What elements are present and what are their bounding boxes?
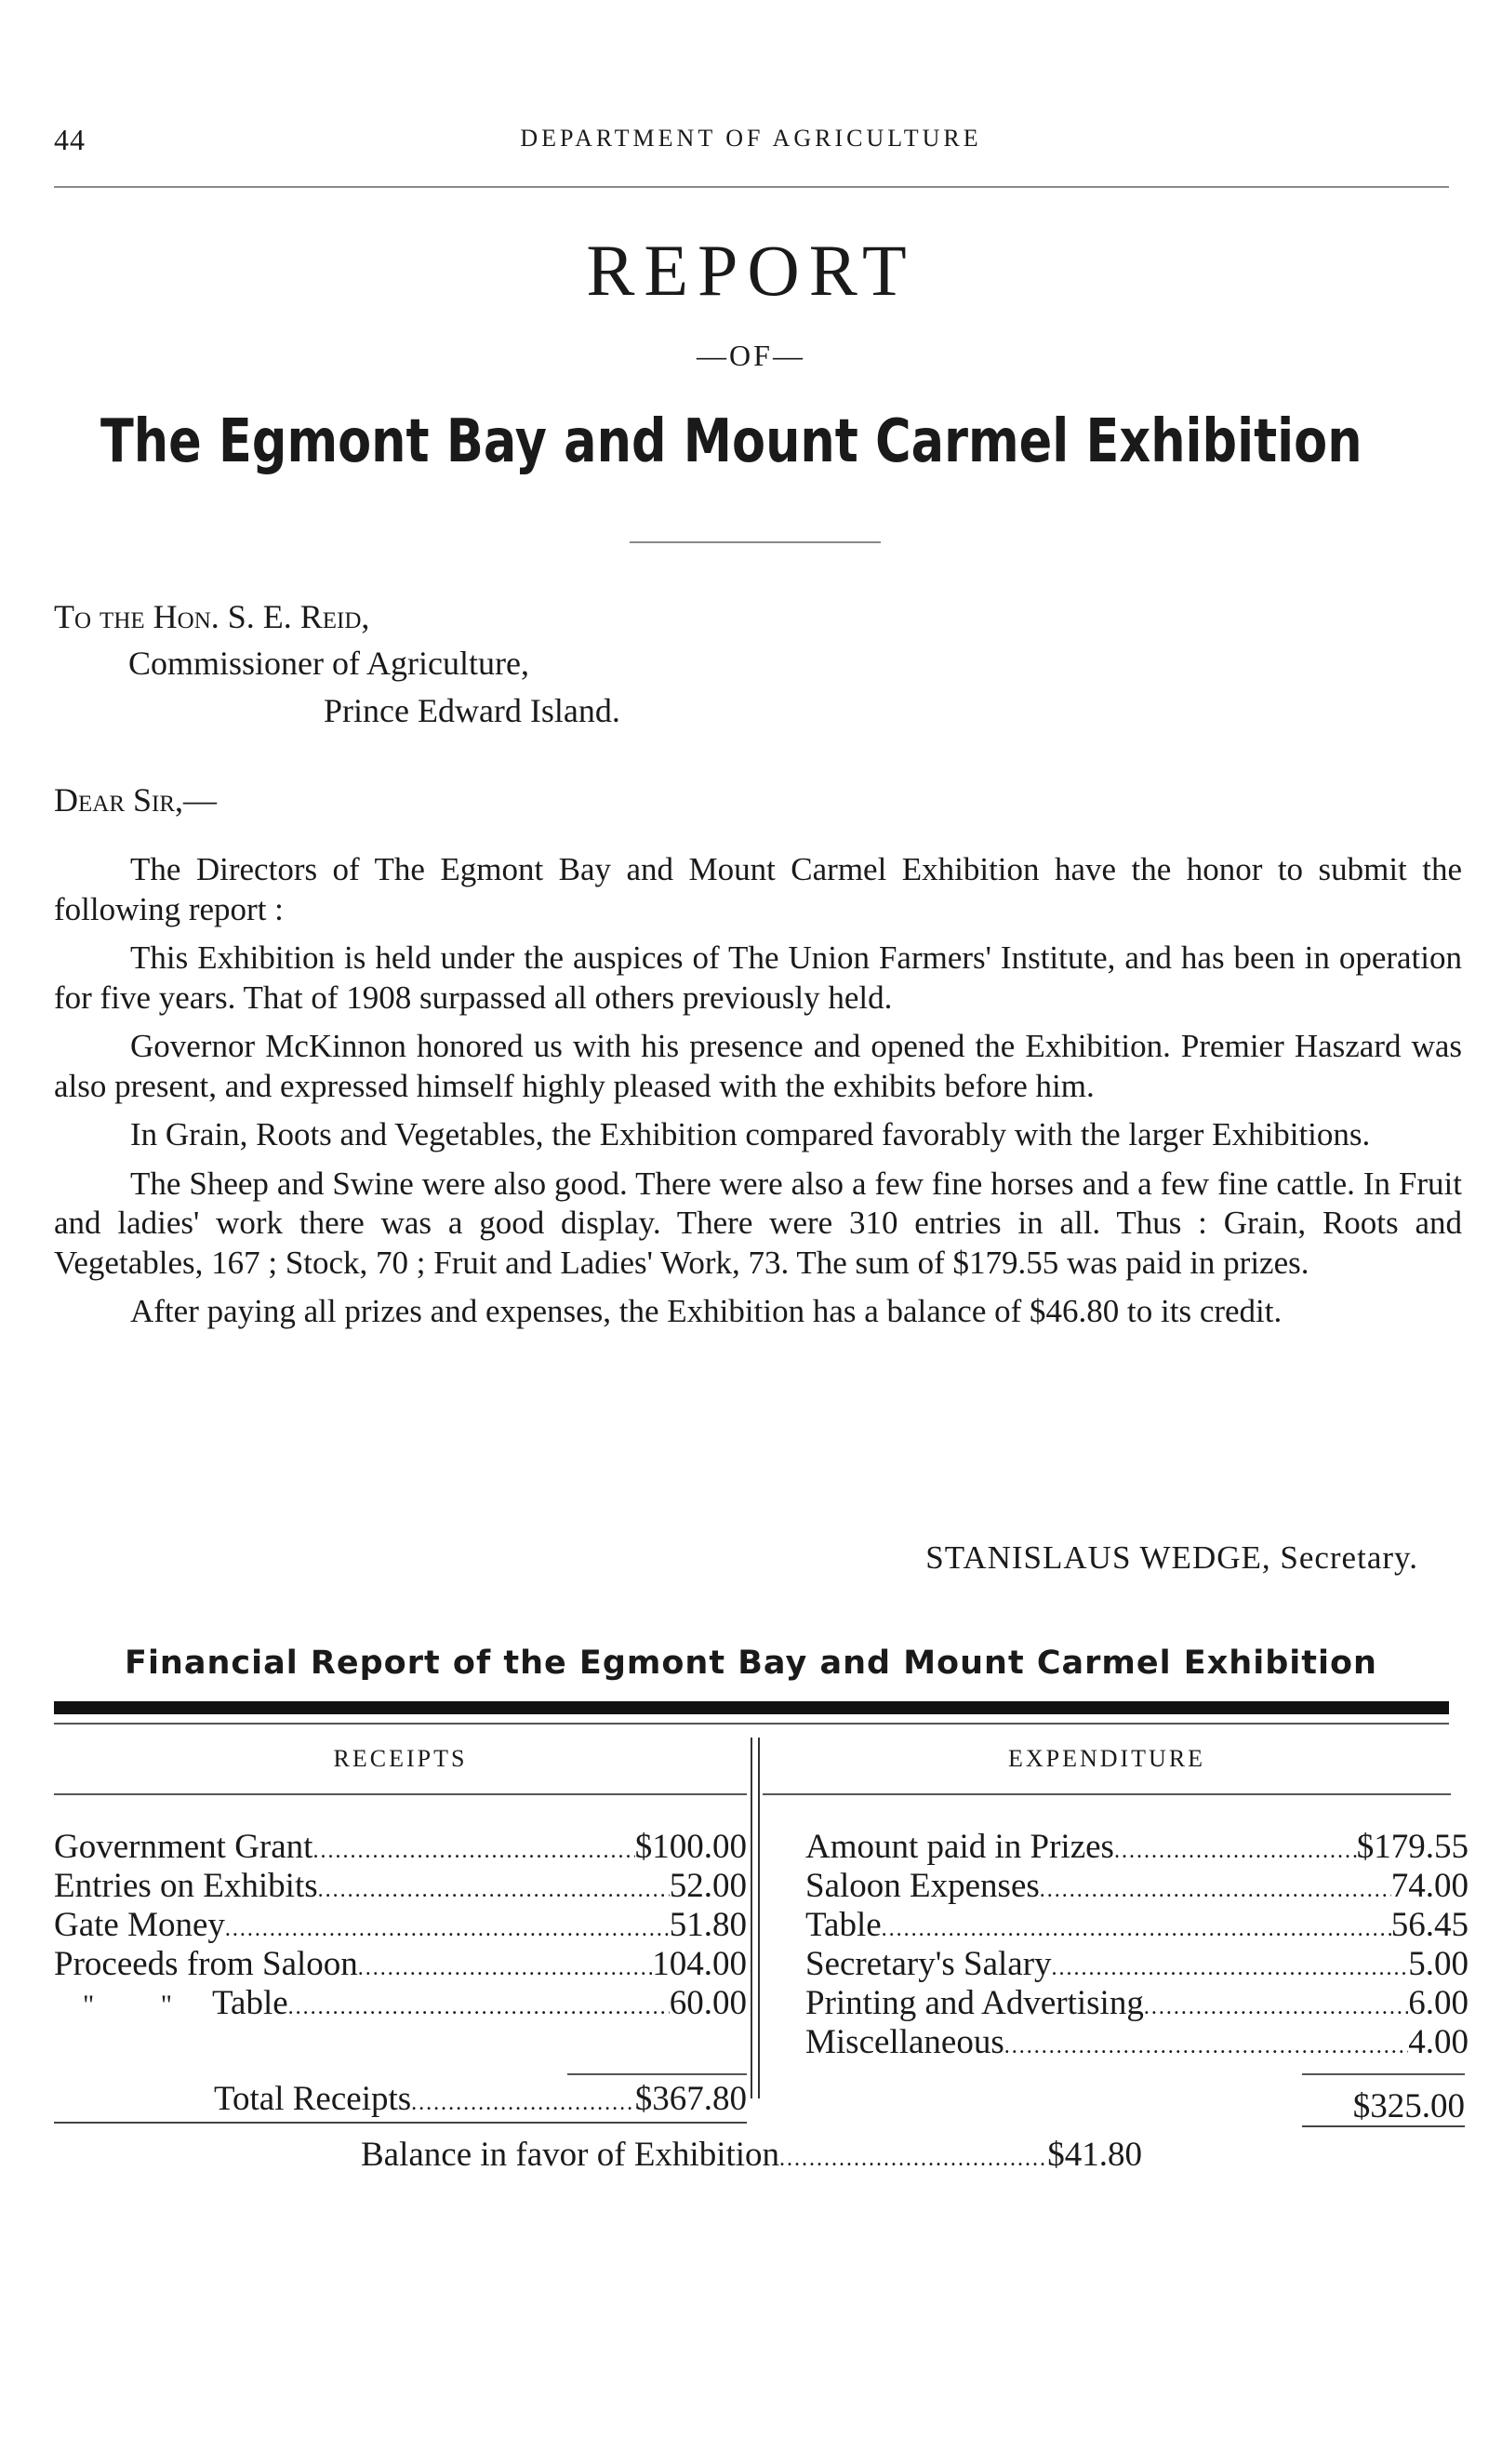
receipt-row — [54, 1830, 747, 1864]
receipt-row — [54, 1869, 747, 1903]
total-receipts-row — [214, 2082, 747, 2116]
expenditure-row — [805, 1908, 1469, 1942]
expenditure-label: Saloon Expenses — [805, 1867, 1040, 1905]
expenditure-amount: 5.00 — [1408, 1945, 1469, 1983]
heavy-rule — [54, 1701, 1449, 1714]
running-header: DEPARTMENT OF AGRICULTURE — [520, 125, 982, 152]
of-line: —OF— — [697, 339, 805, 372]
paragraph: The Directors of The Egmont Bay and Mount Carmel Exhibition have the honor to submit the following report : — [54, 851, 1462, 927]
expenditure-row — [805, 1830, 1469, 1864]
expenditure-amount: 6.00 — [1408, 1984, 1469, 2022]
paragraph: In Grain, Roots and Vegetables, the Exhibition compared favorably with the larger Exhibitions. — [130, 1116, 1371, 1152]
column-divider — [758, 1738, 760, 2098]
expenditure-label: Amount paid in Prizes — [805, 1828, 1114, 1866]
receipt-row — [54, 1908, 747, 1942]
receipt-row — [54, 1947, 747, 1981]
expenditure-heading: EXPENDITURE — [1007, 1745, 1206, 1772]
receipts-heading: RECEIPTS — [333, 1745, 468, 1772]
paragraph: This Exhibition is held under the auspices of The Union Farmers' Institute, and has been in operation for five years. That of 1908 surpassed all others previously held. — [54, 939, 1462, 1016]
table-top-rule — [54, 1723, 1449, 1725]
address-line-3: Prince Edward Island. — [324, 692, 620, 729]
leader-dots — [358, 1957, 652, 1979]
paragraph: After paying all prizes and expenses, the Exhibition has a balance of $46.80 to its credit. — [130, 1293, 1283, 1329]
sum-rule — [1302, 2073, 1465, 2075]
leader-dots — [411, 2092, 635, 2114]
expenditure-label: Miscellaneous — [805, 2023, 1004, 2061]
receipt-label: Proceeds from Saloon — [54, 1945, 358, 1983]
total-receipts-label: Total Receipts — [214, 2080, 412, 2118]
report-body — [54, 850, 1462, 1341]
address-line-2: Commissioner of Agriculture, — [128, 645, 529, 682]
expenditure-label: Printing and Advertising — [805, 1984, 1144, 2022]
expenditure-row — [805, 1986, 1469, 2020]
salutation: Dear Sir,— — [54, 781, 218, 819]
expenditure-row — [805, 2025, 1469, 2059]
total-rule — [1302, 2125, 1465, 2127]
leader-dots — [1144, 1996, 1408, 2018]
header-rule — [54, 186, 1449, 188]
exhibition-title: The Egmont Bay and Mount Carmel Exhibition — [100, 407, 1362, 476]
heading-rule — [763, 1793, 1451, 1795]
title-rule — [630, 541, 881, 543]
leader-dots — [1114, 1840, 1357, 1862]
paragraph: Governor McKinnon honored us with his presence and opened the Exhibition. Premier Haszard was also present, and expressed himself highly pleased with the exhibits before him. — [54, 1028, 1462, 1104]
ditto-marks: " " — [83, 1990, 202, 2020]
receipt-amount: 104.00 — [652, 1945, 747, 1983]
receipt-label: Entries on Exhibits — [54, 1867, 318, 1905]
leader-dots — [312, 1840, 634, 1862]
receipt-amount: 51.80 — [669, 1906, 747, 1944]
ditto-label — [54, 1986, 288, 2020]
receipt-label: Government Grant — [54, 1828, 313, 1866]
balance-amount: $41.80 — [1047, 2136, 1142, 2174]
receipt-amount: $100.00 — [634, 1828, 747, 1866]
balance-row — [361, 2138, 1142, 2172]
expenditure-amount: 56.45 — [1390, 1906, 1469, 1944]
signature: STANISLAUS WEDGE, Secretary. — [925, 1539, 1418, 1576]
receipt-amount: 60.00 — [669, 1984, 747, 2022]
page-number: 44 — [54, 123, 86, 156]
leader-dots — [882, 1918, 1391, 1940]
receipt-label: Table — [212, 1984, 288, 2022]
heading-rule — [54, 1793, 747, 1795]
expenditure-amount: $179.55 — [1356, 1828, 1469, 1866]
expenditure-label: Table — [805, 1906, 882, 1944]
receipt-label: Gate Money — [54, 1906, 225, 1944]
expenditure-row — [805, 1947, 1469, 1981]
financial-report-title: Financial Report of the Egmont Bay and Mount Carmel Exhibition — [125, 1645, 1377, 1682]
report-title: REPORT — [586, 230, 916, 311]
leader-dots — [1004, 2035, 1409, 2058]
total-receipts-amount: $367.80 — [634, 2080, 747, 2118]
receipt-row — [54, 1986, 747, 2020]
leader-dots — [779, 2148, 1047, 2170]
expenditure-amount: 74.00 — [1390, 1867, 1469, 1905]
sum-rule — [567, 2073, 747, 2075]
total-expenditure-amount: $325.00 — [1352, 2087, 1465, 2125]
total-rule — [54, 2122, 747, 2124]
expenditure-amount: 4.00 — [1408, 2023, 1469, 2061]
expenditure-label: Secretary's Salary — [805, 1945, 1052, 1983]
receipt-amount: 52.00 — [669, 1867, 747, 1905]
leader-dots — [1040, 1879, 1391, 1901]
paragraph: The Sheep and Swine were also good. There were also a few fine horses and a few fine cattle. In Fruit and ladies' work there was a good display. There were 310 entries in all. Thus : Grain, Roots and Vegetables, 167 ; Stock, 70 ; Fruit and Ladies' Work, 73. The sum of $179.55 was paid in prizes. — [54, 1165, 1462, 1281]
expenditure-row — [805, 1869, 1469, 1903]
leader-dots — [1052, 1957, 1409, 1979]
leader-dots — [225, 1918, 670, 1940]
column-divider — [751, 1738, 752, 2098]
leader-dots — [318, 1879, 670, 1901]
leader-dots — [288, 1996, 670, 2018]
balance-label: Balance in favor of Exhibition — [361, 2136, 780, 2174]
address-line-1: To the Hon. S. E. Reid, — [54, 598, 370, 635]
